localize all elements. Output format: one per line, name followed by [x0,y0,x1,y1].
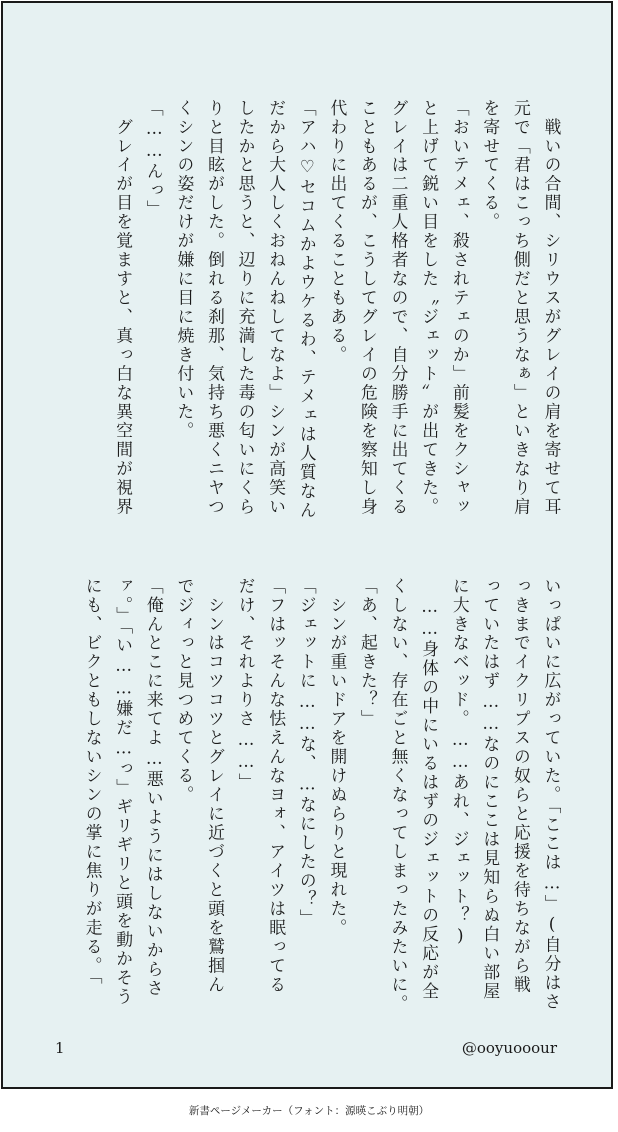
text-line: 代わりに出てくることもある。 [327,99,348,365]
text-line: こともあるが、こうしてグレイの危険を察知し身 [358,99,379,517]
text-line: 「俺んとこに来てよ…悪いようにはしないからさ [144,577,165,998]
novel-page [1,1,613,1089]
text-line: 「アハ♡セコムかよウケるわ、テメェは人質なん [297,99,318,520]
text-line: 戦いの合間、シリウスがグレイの肩を寄せて耳 [542,99,562,517]
footer-caption: 新書ページメーカー（フォント：源暎こぶり明朝） [188,1105,430,1117]
text-line: 元で「君はこっち側だと思うなぁ」といきなり肩 [511,99,532,517]
text-line: くしない、存在ごと無くなってしまったみたいに。 [389,577,410,1014]
text-line: シンが重いドアを開けぬらりと現れた。 [327,577,348,938]
text-line: ァ。」「い……嫌だ…っ」ギリギリと頭を動かそう [113,577,134,1007]
text-line: っきまでイクリプスの奴らと応援を待ちながら戦 [511,577,532,995]
text-line: 「おいテメェ、殺されテェのか」前髪をクシャッ [450,99,471,517]
text-line: だから大人しくおねんねしてなよ」シンが高笑い [266,99,287,517]
text-line: でジィっと見つめてくる。 [174,577,195,805]
text-line: 「あ、起きた？」 [358,577,379,729]
text-line: りと目眩がした。倒れる刹那、気持ち悪くニヤつ [205,99,226,517]
text-line: シンはコツコツとグレイに近づくと頭を鷲掴ん [205,577,226,995]
text-line: だけ、それよりさ……」 [236,577,257,793]
author-handle: @ooyuooour [461,1039,557,1057]
text-line: にも、ビクともしないシンの掌に焦りが走る。「 [83,577,104,987]
text-line: グレイは二重人格者なので、自分勝手に出てくる [389,99,410,517]
text-line: 「……んっ」 [144,99,165,220]
text-line: 「フはッそんな怯えんなヨォ、アイツは眠ってる [266,577,287,995]
page-number: 1 [55,1039,65,1057]
text-line: っていたはず……なのにここは見知らぬ白い部屋 [480,577,501,1002]
upper-text-block [47,99,567,519]
text-line: と上げて鋭い目をした〝ジェット〟が出てきた。 [419,99,440,517]
text-line: ……身体の中にいるはずのジェットの反応が全 [419,577,440,1002]
text-line: に大きなベッド。……あれ、ジェット？) [450,577,471,948]
text-line: 「ジェットに……な、…なにしたの？」 [297,577,318,929]
lower-text-block [47,577,567,1014]
text-line: を寄せてくる。 [480,99,501,232]
text-line: グレイが目を覚ますと、真っ白な異空間が視界 [113,99,134,517]
text-line: いっぱいに広がっていた。「ここは…」(自分はさ [542,577,562,1012]
text-line: くシンの姿だけが嫌に目に焼き付いた。 [174,99,195,441]
text-line: したかと思うと、辺りに充満した毒の匂いにくら [236,99,257,517]
